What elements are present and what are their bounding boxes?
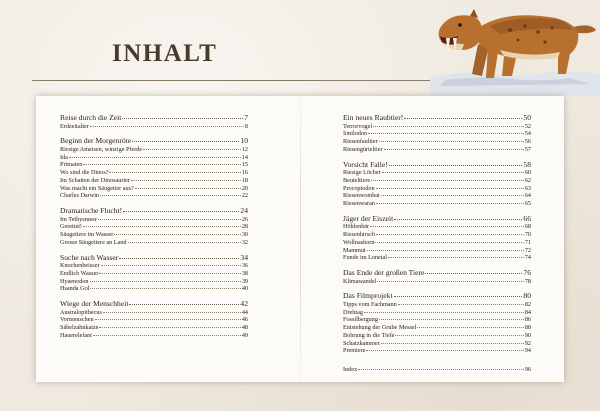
chapter-heading[interactable] xyxy=(343,214,531,224)
toc-entry[interactable] xyxy=(60,231,248,239)
toc-entry-page-number: 15 xyxy=(241,161,248,169)
dot-leader xyxy=(83,226,241,227)
dot-leader xyxy=(381,195,524,196)
toc-entry[interactable] xyxy=(60,324,248,332)
toc-entry-title: Endlich Wasser xyxy=(60,269,99,277)
toc-chapter xyxy=(60,136,248,200)
dot-leader xyxy=(376,203,524,204)
toc-entry-page-number: 65 xyxy=(524,200,531,207)
toc-entry-page-number: 18 xyxy=(241,176,248,184)
toc-entry[interactable] xyxy=(60,239,248,247)
title-divider xyxy=(32,80,452,81)
index-entry-title: Index xyxy=(343,366,358,373)
toc-entry-page-number: 72 xyxy=(524,246,531,254)
toc-chapter xyxy=(343,291,531,355)
toc-entry-page-number: 39 xyxy=(241,277,248,285)
chapter-heading-page-number: 58 xyxy=(523,159,531,169)
dot-leader xyxy=(398,304,524,305)
toc-entry[interactable] xyxy=(60,270,248,278)
dot-leader xyxy=(90,281,241,282)
chapter-heading-page-number: 10 xyxy=(240,136,248,146)
toc-entry-page-number: 86 xyxy=(524,316,531,324)
toc-entry-title: Grosse Säugetiere an Land xyxy=(60,238,127,246)
toc-entry-page-number: 68 xyxy=(524,223,531,231)
toc-entry[interactable] xyxy=(60,285,248,293)
toc-entry[interactable] xyxy=(60,146,248,154)
toc-chapter xyxy=(343,214,531,262)
dot-leader xyxy=(367,250,524,251)
toc-entry-page-number: 82 xyxy=(524,300,531,308)
chapter-heading[interactable] xyxy=(343,160,531,170)
chapter-heading[interactable] xyxy=(343,291,531,301)
dot-leader xyxy=(122,118,243,119)
toc-entry[interactable] xyxy=(60,278,248,286)
dot-leader xyxy=(368,133,524,134)
toc-chapter xyxy=(60,299,248,340)
toc-entry[interactable] xyxy=(343,123,531,131)
dot-leader xyxy=(90,288,240,289)
toc-entry-title: Ida xyxy=(60,153,68,161)
toc-entry-title: Gerettet! xyxy=(60,223,82,231)
chapter-heading-title: Wiege der Menschheit xyxy=(60,299,129,308)
chapter-heading-page-number: 80 xyxy=(523,291,531,301)
dot-leader xyxy=(371,180,524,181)
toc-entry-title: Riesige Ameisen, winzige Pferde xyxy=(60,145,143,153)
dot-leader xyxy=(99,327,240,328)
toc-entry-page-number: 71 xyxy=(524,238,531,246)
toc-entry[interactable] xyxy=(343,239,531,247)
dot-leader xyxy=(366,350,523,351)
toc-entry-title: Erdzeitalter xyxy=(60,122,89,130)
toc-entry-title: Im Schatten der Dinosaurier xyxy=(60,176,130,184)
chapter-heading-page-number: 34 xyxy=(240,252,248,262)
toc-entry[interactable] xyxy=(60,185,248,193)
toc-entry-title: Australopithecus xyxy=(60,308,102,316)
toc-entry-page-number: 22 xyxy=(241,192,248,200)
toc-chapter xyxy=(343,113,531,154)
dot-leader xyxy=(370,226,524,227)
toc-entry-title: Riesenfaultier xyxy=(343,138,378,145)
toc-entry-page-number: 64 xyxy=(524,192,531,200)
toc-entry[interactable] xyxy=(343,309,531,317)
toc-entry-page-number: 70 xyxy=(524,231,531,238)
toc-entry-page-number: 63 xyxy=(524,184,531,192)
toc-entry-title: Tipps vom Fachmann xyxy=(343,300,397,308)
toc-entry-title: Riesige Löcher xyxy=(343,169,381,176)
toc-chapter xyxy=(60,113,248,130)
toc-entry[interactable] xyxy=(60,332,248,340)
toc-entry-page-number: 16 xyxy=(241,169,248,176)
toc-entry-page-number: 26 xyxy=(241,215,248,223)
chapter-heading-title: Suche nach Wasser xyxy=(60,252,119,262)
toc-entry-title: Riesenwaran xyxy=(343,200,375,207)
toc-entry[interactable] xyxy=(343,200,531,208)
toc-chapter xyxy=(343,160,531,208)
toc-entry-page-number: 14 xyxy=(241,153,248,161)
toc-entry[interactable] xyxy=(343,347,531,355)
chapter-heading-title: Dramatische Flucht! xyxy=(60,206,123,215)
toc-entry-page-number: 44 xyxy=(241,308,248,316)
toc-entry[interactable] xyxy=(60,262,248,270)
toc-entry-title: Schatzkammer xyxy=(343,339,380,347)
dot-leader xyxy=(381,343,524,344)
toc-entry[interactable] xyxy=(343,185,531,193)
dot-leader xyxy=(131,180,241,181)
dot-leader xyxy=(99,273,240,274)
toc-entry[interactable] xyxy=(343,316,531,324)
toc-entry-title: Fossilbergung xyxy=(343,316,378,324)
toc-entry-title: Vormenschen xyxy=(60,316,94,324)
chapter-heading[interactable] xyxy=(60,206,248,216)
index-entry[interactable] xyxy=(343,366,531,374)
toc-right-column xyxy=(343,113,531,374)
chapter-heading-page-number: 24 xyxy=(240,206,248,215)
toc-entry[interactable] xyxy=(343,130,531,138)
toc-entry-title: Bohrung in die Tiefe xyxy=(343,331,395,339)
dot-leader xyxy=(404,118,522,119)
toc-entry-title: Drehtag xyxy=(343,308,363,316)
sabertooth-cat-illustration xyxy=(420,0,600,95)
dot-leader xyxy=(83,164,240,165)
toc-entry[interactable] xyxy=(343,231,531,239)
toc-entry-page-number: 46 xyxy=(241,316,248,324)
toc-entry[interactable] xyxy=(343,177,531,185)
dot-leader xyxy=(394,296,523,297)
toc-entry-page-number: 49 xyxy=(241,331,248,339)
dot-leader xyxy=(425,273,522,274)
toc-entry-page-number: 48 xyxy=(241,324,248,331)
toc-entry-title: Funde im Lonetal xyxy=(343,254,387,262)
toc-entry[interactable] xyxy=(343,301,531,309)
toc-entry-title: Im Tethysmeer xyxy=(60,215,98,223)
chapter-heading[interactable] xyxy=(60,299,248,309)
index-entry-page-number: 96 xyxy=(524,366,531,373)
dot-leader xyxy=(373,126,524,127)
dot-leader xyxy=(109,172,240,173)
toc-entry[interactable] xyxy=(60,161,248,169)
toc-chapter xyxy=(60,253,248,294)
toc-entry[interactable] xyxy=(60,169,248,177)
toc-entry-title: Was macht ein Säugetier aus? xyxy=(60,184,134,192)
dot-leader xyxy=(132,141,239,142)
toc-entry-page-number: 74 xyxy=(524,254,531,262)
dot-leader xyxy=(417,327,523,328)
toc-entry-page-number: 60 xyxy=(524,169,531,176)
dot-leader xyxy=(123,211,239,212)
toc-entry[interactable] xyxy=(343,247,531,255)
toc-entry-title: Primaten xyxy=(60,161,83,169)
chapter-heading-page-number: 50 xyxy=(523,113,531,122)
toc-entry-page-number: 56 xyxy=(524,138,531,145)
chapter-heading[interactable] xyxy=(60,113,248,123)
chapter-heading[interactable] xyxy=(343,113,531,123)
toc-entry-title: Terrorvogel xyxy=(343,122,373,130)
toc-entry-title: Wo sind die Dinos? xyxy=(60,169,109,176)
toc-entry[interactable] xyxy=(343,169,531,177)
toc-entry[interactable] xyxy=(343,324,531,332)
chapter-heading-title: Reise durch die Zeit xyxy=(60,113,122,122)
chapter-heading-page-number: 7 xyxy=(244,113,248,122)
dot-leader xyxy=(379,141,524,142)
toc-entry-page-number: 54 xyxy=(524,130,531,138)
toc-entry-title: Charles Darwin xyxy=(60,192,100,200)
dot-leader xyxy=(95,319,241,320)
toc-entry[interactable] xyxy=(343,278,531,286)
toc-entry[interactable] xyxy=(343,146,531,154)
dot-leader xyxy=(388,257,524,258)
toc-entry[interactable] xyxy=(60,223,248,231)
toc-entry-page-number: 8 xyxy=(244,122,248,130)
toc-entry[interactable] xyxy=(60,309,248,317)
chapter-heading-title: Ein neues Raubtier! xyxy=(343,113,404,122)
toc-entry[interactable] xyxy=(343,340,531,348)
toc-entry-page-number: 62 xyxy=(524,176,531,184)
toc-entry[interactable] xyxy=(60,154,248,162)
chapter-heading-title: Das Ende der großen Tiere xyxy=(343,268,425,277)
toc-entry[interactable] xyxy=(60,177,248,185)
toc-entry-title: Höhlenbär xyxy=(343,223,370,231)
toc-entry[interactable] xyxy=(343,254,531,262)
chapter-heading[interactable] xyxy=(60,253,248,263)
toc-entry-page-number: 90 xyxy=(524,331,531,339)
dot-leader xyxy=(389,165,523,166)
dot-leader xyxy=(364,312,524,313)
dot-leader xyxy=(376,234,524,235)
dot-leader xyxy=(90,126,244,127)
toc-entry-page-number: 52 xyxy=(524,122,531,130)
toc-entry[interactable] xyxy=(343,332,531,340)
toc-entry-page-number: 78 xyxy=(524,277,531,285)
toc-left-column xyxy=(60,113,248,346)
chapter-heading-page-number: 76 xyxy=(523,268,531,277)
chapter-heading-title: Das Filmprojekt xyxy=(343,291,393,301)
dot-leader xyxy=(376,188,524,189)
toc-entry-title: Riesenwombat xyxy=(343,192,380,200)
toc-entry-title: Smilodon xyxy=(343,130,368,138)
toc-entry[interactable] xyxy=(343,192,531,200)
toc-entry-page-number: 94 xyxy=(524,347,531,355)
toc-entry-page-number: 57 xyxy=(524,145,531,153)
chapter-heading-title: Beginn der Morgenröte xyxy=(60,136,132,146)
dot-leader xyxy=(377,281,523,282)
dot-leader xyxy=(119,258,239,259)
toc-entry-page-number: 88 xyxy=(524,324,531,331)
toc-entry-page-number: 32 xyxy=(241,238,248,246)
toc-entry-title: Entstehung der Grube Messel xyxy=(343,324,417,331)
dot-leader xyxy=(69,157,241,158)
dot-leader xyxy=(114,234,240,235)
toc-entry[interactable] xyxy=(343,223,531,231)
dot-leader xyxy=(93,335,241,336)
dot-leader xyxy=(100,195,241,196)
toc-entry-page-number: 84 xyxy=(524,308,531,316)
toc-entry-title: Wollnashorn xyxy=(343,238,375,246)
toc-entry-page-number: 12 xyxy=(241,145,248,153)
toc-entry-page-number: 28 xyxy=(241,223,248,231)
toc-entry-title: Procoptodon xyxy=(343,184,375,192)
dot-leader xyxy=(103,312,241,313)
dot-leader xyxy=(379,319,524,320)
toc-entry[interactable] xyxy=(60,216,248,224)
toc-entry-page-number: 40 xyxy=(241,285,248,293)
toc-entry-title: Mammut xyxy=(343,246,366,254)
chapter-heading-title: Jäger der Eiszeit xyxy=(343,213,394,223)
toc-entry[interactable] xyxy=(60,192,248,200)
toc-entry-page-number: 92 xyxy=(524,339,531,347)
dot-leader xyxy=(135,188,241,189)
toc-entry-title: Knochenbeisser xyxy=(60,262,100,269)
page-title: INHALT xyxy=(112,40,218,67)
toc-entry-page-number: 20 xyxy=(241,184,248,192)
toc-entry-title: Klimawandel xyxy=(343,277,377,285)
toc-entry-title: Säbelzahnkatze xyxy=(60,324,99,331)
toc-entry-title: Riesengürteltier xyxy=(343,145,383,153)
dot-leader xyxy=(358,369,524,370)
book-gutter xyxy=(300,96,301,382)
chapter-heading-page-number: 42 xyxy=(240,299,248,308)
dot-leader xyxy=(382,172,524,173)
toc-entry-title: Riesenhirsch xyxy=(343,231,375,238)
toc-entry-title: Säugetiere im Wasser xyxy=(60,231,114,238)
chapter-heading[interactable] xyxy=(343,268,531,278)
toc-entry-title: Hsanda Gol xyxy=(60,285,90,293)
toc-entry-page-number: 38 xyxy=(241,269,248,277)
toc-chapter xyxy=(60,206,248,247)
dot-leader xyxy=(128,242,241,243)
toc-entry-page-number: 30 xyxy=(241,231,248,238)
toc-entry[interactable] xyxy=(60,316,248,324)
toc-chapter xyxy=(343,268,531,285)
dot-leader xyxy=(98,219,241,220)
chapter-heading-title: Vorsicht Falle! xyxy=(343,159,388,169)
dot-leader xyxy=(395,335,523,336)
chapter-heading-page-number: 66 xyxy=(523,213,531,223)
toc-entry-title: Premiere xyxy=(343,347,366,355)
toc-entry-title: Hauerelefant xyxy=(60,331,92,339)
chapter-heading[interactable] xyxy=(60,136,248,146)
dot-leader xyxy=(394,219,522,220)
toc-entry-title: Beuteltiere xyxy=(343,176,371,184)
toc-entry[interactable] xyxy=(60,123,248,131)
toc-entry-page-number: 36 xyxy=(241,262,248,269)
toc-entry[interactable] xyxy=(343,138,531,146)
dot-leader xyxy=(101,265,241,266)
dot-leader xyxy=(143,149,241,150)
dot-leader xyxy=(129,304,239,305)
dot-leader xyxy=(375,242,523,243)
toc-entry-title: Hyaenodon xyxy=(60,277,89,285)
dot-leader xyxy=(384,149,524,150)
